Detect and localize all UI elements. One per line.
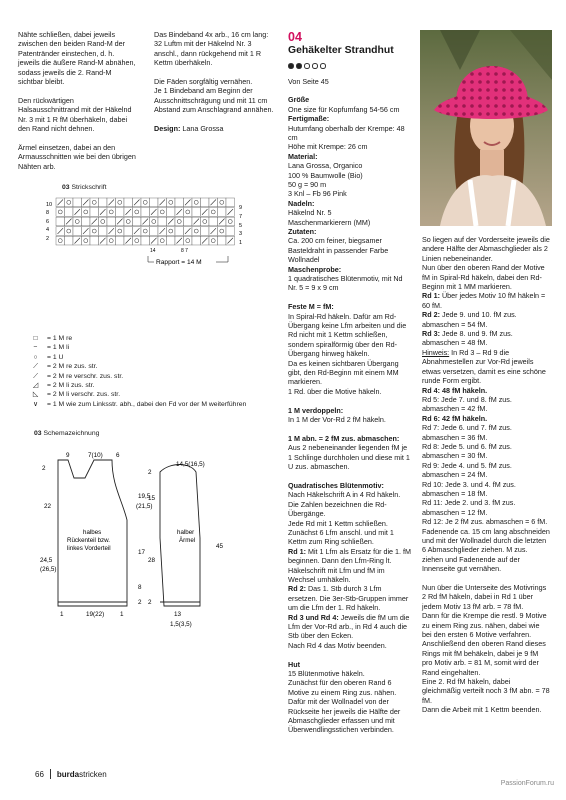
chart-cell bbox=[175, 198, 184, 207]
chart-cell bbox=[82, 236, 91, 245]
chart-cell bbox=[184, 208, 193, 217]
k2tog-tbl-icon: ⟋ bbox=[33, 372, 38, 380]
round-instruction: Rd 5: Jede 7. und 8. fM zus. abmaschen = 42 fM. bbox=[422, 394, 512, 414]
paragraph: Den rückwärtigen Halsausschnittrand mit der Häkelnd Nr. 3 mit 1 R fM überhäkeln, dabei den Rand nicht dehnen. bbox=[18, 95, 132, 134]
piece-label: linkes Vorderteil bbox=[67, 545, 111, 552]
heading: 1 M abn. = 2 fM zus. abmaschen: bbox=[288, 433, 400, 443]
chart-cell bbox=[73, 217, 82, 226]
difficulty-dot-filled bbox=[288, 63, 294, 69]
row-label: 9 bbox=[239, 205, 243, 211]
text: In 1 M der Vor-Rd 2 fM häkeln. bbox=[288, 415, 386, 425]
text: Maschenmarkierern (MM) bbox=[288, 217, 371, 227]
chart-cell bbox=[175, 227, 184, 236]
text: Wollnadel bbox=[288, 255, 320, 265]
chart-cell bbox=[150, 227, 159, 236]
chart-cell bbox=[82, 217, 91, 226]
legend-item: □ = 1 M re bbox=[30, 334, 246, 343]
measure: 2 bbox=[42, 465, 46, 472]
chart-cell bbox=[99, 217, 108, 226]
heading: Zutaten: bbox=[288, 226, 317, 236]
measure: 19,5 bbox=[138, 493, 151, 500]
chart-cell bbox=[116, 236, 125, 245]
row-label: 10 bbox=[46, 202, 53, 208]
hint: Hinweis: In Rd 3 – Rd 9 die Abnahmestellen zur Vor-Rd jeweils etwas versetzen, damit es eine schöne runde Form ergibt. bbox=[422, 347, 546, 386]
round-instruction: Rd 10: Jede 3. und 4. fM zus. abmaschen = 18 fM. bbox=[422, 479, 516, 498]
measure: 24,5 bbox=[40, 557, 53, 564]
text: Nach Häkelschrift A in 4 Rd häkeln. Die Zahlen bezeichnen die Rd-Übergänge. bbox=[288, 490, 401, 519]
chart-cell bbox=[150, 217, 159, 226]
footer-divider bbox=[50, 769, 51, 779]
measure: 22 bbox=[44, 503, 52, 510]
row-label: 4 bbox=[46, 227, 50, 233]
measure: (21,5) bbox=[136, 503, 153, 510]
chart-cell bbox=[133, 236, 142, 245]
round-instruction: Rd 6: 42 fM häkeln. bbox=[422, 413, 488, 423]
chart-cell bbox=[141, 236, 150, 245]
column-label: 8 7 bbox=[181, 248, 188, 254]
chart-cell bbox=[167, 236, 176, 245]
measure: 28 bbox=[148, 557, 156, 564]
chart-cell bbox=[107, 217, 116, 226]
text: Höhe mit Krempe: 26 cm bbox=[288, 142, 368, 152]
chart-cell bbox=[167, 227, 176, 236]
slip-stitch-icon: ∨ bbox=[33, 400, 38, 408]
heading: 1 M verdoppeln: bbox=[288, 405, 344, 415]
stitch-legend bbox=[30, 334, 246, 409]
text: 3 Knl – Fb 96 Pink bbox=[288, 189, 347, 199]
chart-cell bbox=[107, 208, 116, 217]
measure: 2 bbox=[138, 599, 142, 606]
round-instruction: Rd 8: Jede 5. und 6. fM zus. abmaschen = 30 fM. bbox=[422, 441, 512, 461]
chart-cell bbox=[65, 198, 74, 207]
text: 100 % Baumwolle (Bio) bbox=[288, 170, 363, 180]
chart-cell bbox=[56, 236, 65, 245]
heading: Hut bbox=[288, 659, 300, 669]
text: Dann die Arbeit mit 1 Kettm beenden. bbox=[422, 705, 542, 715]
pattern-number: 04 bbox=[288, 30, 302, 44]
measure: 17 bbox=[138, 549, 146, 556]
chart-cell bbox=[116, 198, 125, 207]
paragraph: Je 1 Bindeband am Beginn der Ausschnittschrägung und mit 11 cm Abstand zum Anschlagrand annähen. bbox=[154, 86, 274, 115]
text: Dann für die Krempe die restl. 9 Motive zu einem Ring zus. nähen, dabei wie bei den ersten 6 Motive verfahren. bbox=[422, 611, 547, 640]
chart-cell bbox=[133, 217, 142, 226]
chart-cell bbox=[209, 236, 218, 245]
legend-item: ⟋ = 2 M re zus. str. bbox=[30, 362, 246, 371]
heading: Material: bbox=[288, 151, 318, 161]
legend-item: ○ = 1 U bbox=[30, 353, 246, 362]
pattern-title: Gehäkelter Strandhut bbox=[288, 45, 394, 56]
chart-cell bbox=[201, 198, 210, 207]
text: Fadenende ca. 15 cm lang abschneiden und mit der Wollnadel durch die letzten 6 Abmaschglieder ziehen. M zus. ziehen und Fadenende auf der Innenseite gut vernähen. bbox=[422, 526, 550, 574]
round-instruction: Rd 3 und Rd 4: Jeweils die fM um die Lfm der Vor-Rd arb., in Rd 4 auch die Stb über den Ecken. bbox=[288, 612, 410, 641]
piece-label: halber bbox=[177, 529, 195, 536]
piece-label: Rückenteil bzw. bbox=[67, 537, 110, 544]
measure: 1,5(3,5) bbox=[170, 621, 192, 628]
column-4-text bbox=[422, 235, 550, 715]
row-label: 5 bbox=[239, 223, 243, 229]
round-instruction: Rd 2: Das 1. Stb durch 3 Lfm ersetzen. Die 3er-Stb-Gruppen immer um die Lfm der 1. Rd häkeln. bbox=[288, 584, 409, 613]
measure: 15 bbox=[148, 495, 156, 502]
legend-item: − = 1 M li bbox=[30, 343, 246, 352]
heading: Maschenprobe: bbox=[288, 264, 342, 274]
text: One size für Kopfumfang 54-56 cm bbox=[288, 104, 400, 114]
chart-cell bbox=[90, 227, 99, 236]
measure: (26,5) bbox=[40, 566, 57, 573]
measure: 8 bbox=[138, 584, 142, 591]
design-credit bbox=[154, 124, 278, 133]
round-instruction: Rd 11: Jede 2. und 3. fM zus. abmaschen = 12 fM. bbox=[422, 498, 516, 517]
k2tog-icon: ⟋ bbox=[33, 363, 38, 371]
chart-cell bbox=[209, 208, 218, 217]
text: 1 Rd. über die Motive häkeln. bbox=[288, 386, 382, 396]
measure: 7(10) bbox=[88, 452, 103, 459]
text: Lana Grossa, Organico bbox=[288, 161, 363, 171]
p2tog-icon: ◿ bbox=[32, 382, 39, 390]
text: Eine 2. Rd fM häkeln, dabei gleichmäßig verteilt noch 3 fM abn. = 78 fM. bbox=[422, 677, 550, 705]
chart-cell bbox=[201, 227, 210, 236]
text: Nun über die Unterseite des Motivrings 2 Rd fM häkeln, dabei in Rd 1 über jedem Motiv 13 fM arb. = 78 fM. bbox=[422, 583, 547, 611]
schematic-svg bbox=[30, 430, 270, 630]
chart-cell bbox=[167, 208, 176, 217]
text: Zunächst 6 Lfm anschl. und mit 1 Kettm zum Ring schließen. bbox=[288, 527, 394, 547]
heading: Fertigmaße: bbox=[288, 114, 330, 124]
text: 50 g = 90 m bbox=[288, 179, 327, 189]
knit-icon: □ bbox=[33, 335, 38, 342]
chart-cell bbox=[209, 217, 218, 226]
measure: 2 bbox=[148, 599, 152, 606]
text: In Spiral-Rd häkeln. Dafür am Rd-Übergang keine Lfm arbeiten und die Rd nicht mit 1 Kettm schließen, sondern spiralförmig über den Rd-Übergang hinweg häkeln. bbox=[288, 311, 407, 359]
column-1-text bbox=[18, 30, 136, 180]
text: Ca. 200 cm feiner, biegsamer Basteldraht in passender Farbe bbox=[288, 236, 389, 255]
chart-cell bbox=[150, 198, 159, 207]
difficulty-dot-empty bbox=[312, 63, 318, 69]
round-instruction: Rd 9: Jede 4. und 5. fM zus. abmaschen = 24 fM. bbox=[422, 460, 512, 480]
measure: 2 bbox=[148, 469, 152, 476]
design-value: Lana Grossa bbox=[182, 124, 224, 134]
schematic-number: 03 bbox=[34, 430, 42, 437]
text: 15 Blütenmotive häkeln. bbox=[288, 669, 365, 678]
chart-cell bbox=[201, 217, 210, 226]
piece-label: Ärmel bbox=[179, 537, 196, 544]
watermark: PassionForum.ru bbox=[500, 780, 554, 787]
rapport-label: Rapport = 14 M bbox=[156, 259, 202, 266]
chart-cell bbox=[141, 208, 150, 217]
row-label: 7 bbox=[239, 214, 243, 220]
piece-label: halbes bbox=[83, 529, 102, 536]
chart-cell bbox=[218, 208, 227, 217]
paragraph: Die Fäden sorgfältig vernähen. bbox=[154, 77, 253, 87]
chart-cell bbox=[73, 227, 82, 236]
chart-cell bbox=[90, 208, 99, 217]
chart-cell bbox=[65, 227, 74, 236]
round-instruction: Rd 7: Jede 6. und 7. fM zus. abmaschen = 36 fM. bbox=[422, 423, 512, 442]
chart-cell bbox=[141, 227, 150, 236]
text: Aus 2 nebeneinander liegenden fM je 1 Schlinge durchholen und diese mit 1 U zus. abmaschen. bbox=[288, 443, 410, 472]
text: Hutumfang oberhalb der Krempe: 48 cm bbox=[288, 123, 405, 142]
difficulty-dot-empty bbox=[320, 63, 326, 69]
text: So liegen auf der Vorderseite jeweils die andere Hälfte der Abmaschglieder als 2 Linien nebeneinander. bbox=[422, 235, 550, 263]
text: 1 quadratisches Blütenmotiv, mit Nd Nr. 5 = 9 x 9 cm bbox=[288, 274, 403, 293]
chart-cell bbox=[218, 198, 227, 207]
chart-cell bbox=[116, 227, 125, 236]
chart-cell bbox=[56, 208, 65, 217]
row-label: 2 bbox=[46, 236, 50, 242]
column-label: 14 bbox=[150, 248, 156, 254]
chart-cell bbox=[56, 217, 65, 226]
chart-cell bbox=[226, 227, 235, 236]
round-instruction: Rd 1: Über jedes Motiv 10 fM häkeln = 60 fM. bbox=[422, 291, 546, 310]
text: Nun über den oberen Rand der Motive fM in Spiral-Rd häkeln, dabei den Rd-Beginn mit 1 MM markieren. bbox=[422, 263, 545, 292]
chart-cell bbox=[158, 236, 167, 245]
chart-cell bbox=[82, 208, 91, 217]
chart-cell bbox=[133, 208, 142, 217]
text: Anschließend den oberen Rand dieses Rings mit fM behäkeln, dabei je 9 fM pro Motiv arb. = 81 M, somit wird der Rand eingehalten. bbox=[422, 639, 546, 677]
difficulty-dot-empty bbox=[304, 63, 310, 69]
chart-cell bbox=[65, 236, 74, 245]
round-instruction: Rd 2: Jede 9. und 10. fM zus. abmaschen = 54 fM. bbox=[422, 310, 517, 329]
chart-cell bbox=[99, 198, 108, 207]
measure: 1 bbox=[120, 611, 124, 618]
chart-cell bbox=[192, 198, 201, 207]
row-label: 3 bbox=[239, 231, 243, 237]
chart-cell bbox=[99, 227, 108, 236]
round-instruction: Rd 1: Mit 1 Lfm als Ersatz für die 1. fM beginnen. Dann den Lfm-Ring lt. Häkelschrift mit Lfm und fM im Wechsel umhäkeln. bbox=[288, 546, 412, 584]
p2tog-tbl-icon: ◺ bbox=[32, 391, 39, 399]
row-label: 8 bbox=[46, 210, 50, 216]
page-reference: Von Seite 45 bbox=[288, 76, 329, 86]
chart-cell bbox=[175, 217, 184, 226]
brand: burdastricken bbox=[56, 769, 107, 779]
text: Zunächst für den oberen Rand 6 Motive zu einem Ring zus. nähen. Dafür mit der Wollnadel von der Rückseite her jeweils die Hälfte der Abmaschglieder erfassen und mit Überwendlingsstichen verbinden. bbox=[288, 678, 401, 735]
text: Jede Rd mit 1 Kettm schließen. bbox=[288, 518, 388, 528]
design-label: Design: bbox=[154, 124, 181, 134]
column-2-text bbox=[154, 30, 278, 143]
text: Nach Rd 4 das Motiv beenden. bbox=[288, 640, 387, 650]
stitch-chart-grid bbox=[38, 184, 278, 270]
chart-cell bbox=[124, 198, 133, 207]
paragraph: Nähte schließen, dabei jeweils zwischen den beiden Rand-M der Patentränder einstechen, d. h. jeweils die äußere Rand-M abnähen, sodass jeweils die 2. Rand-M sichtbar bleibt. bbox=[18, 30, 136, 87]
chart-cell bbox=[90, 236, 99, 245]
measure: 45 bbox=[216, 543, 224, 550]
paragraph: Ärmel einsetzen, dabei an den Armausschnitten wie bei den übrigen Nähten arb. bbox=[18, 142, 136, 171]
legend-item: ∨ = 1 M wie zum Linksstr. abh., dabei den Fd vor der M weiterführen bbox=[30, 400, 246, 409]
chart-cell bbox=[192, 208, 201, 217]
measure: 19(22) bbox=[86, 611, 105, 618]
chart-cell bbox=[218, 227, 227, 236]
measure: 9 bbox=[66, 452, 70, 459]
heading: Nadeln: bbox=[288, 198, 315, 208]
chart-cell bbox=[107, 236, 116, 245]
measure: 6 bbox=[116, 452, 120, 459]
hat-photo-image bbox=[420, 30, 552, 226]
chart-cell bbox=[192, 236, 201, 245]
page-footer bbox=[35, 769, 107, 779]
chart-cell bbox=[116, 208, 125, 217]
text: Da es keinen sichtbaren Übergang gibt, den Rd-Beginn mit einem MM markieren. bbox=[288, 358, 399, 387]
pattern-column bbox=[288, 30, 412, 735]
chart-cell bbox=[90, 198, 99, 207]
chart-number: 03 bbox=[62, 184, 70, 191]
paragraph: Das Bindeband 4x arb., 16 cm lang: 32 Luftm mit der Häkelnd Nr. 3 anschl., dann rückgehend mit 1 R Kettm überhäkeln. bbox=[154, 30, 269, 68]
chart-cell bbox=[158, 217, 167, 226]
round-instruction: Rd 3: Jede 8. und 9. fM zus. abmaschen = 48 fM. bbox=[422, 329, 513, 348]
stitch-chart bbox=[38, 184, 278, 270]
chart-cell bbox=[226, 198, 235, 207]
heading: Größe bbox=[288, 95, 310, 105]
legend-item: ⟋ = 2 M re verschr. zus. str. bbox=[30, 372, 246, 381]
chart-cell bbox=[226, 217, 235, 226]
heading: Feste M = fM: bbox=[288, 302, 334, 312]
measure: 1 bbox=[60, 611, 64, 618]
measure: 14,5(16,5) bbox=[176, 461, 205, 468]
row-label: 6 bbox=[46, 219, 50, 225]
chart-title: Strickschrift bbox=[71, 184, 107, 191]
chart-cell bbox=[124, 217, 133, 226]
chart-cell bbox=[218, 236, 227, 245]
chart-cell bbox=[65, 208, 74, 217]
round-instruction: Rd 4: 48 fM häkeln. bbox=[422, 385, 488, 395]
schematic-drawing bbox=[30, 430, 270, 630]
chart-cell bbox=[167, 198, 176, 207]
chart-cell bbox=[192, 227, 201, 236]
chart-cell bbox=[158, 208, 167, 217]
legend-item: ◿ = 2 M li zus. str. bbox=[30, 381, 246, 390]
chart-cell bbox=[184, 217, 193, 226]
heading: Quadratisches Blütenmotiv: bbox=[288, 480, 384, 490]
chart-cell bbox=[124, 227, 133, 236]
schematic-title: Schemazeichnung bbox=[43, 430, 100, 437]
page-number: 66 bbox=[35, 769, 44, 779]
legend-item: ◺ = 2 M li verschr. zus. str. bbox=[30, 390, 246, 399]
chart-cell bbox=[184, 236, 193, 245]
measure: 13 bbox=[174, 611, 182, 618]
round-instruction: Rd 12: Je 2 fM zus. abmaschen = 6 fM. bbox=[422, 517, 548, 527]
hat-photo bbox=[420, 30, 552, 226]
difficulty-rating bbox=[288, 63, 412, 69]
yarn-over-icon: ○ bbox=[33, 353, 38, 361]
chart-cell bbox=[141, 198, 150, 207]
difficulty-dot-filled bbox=[296, 63, 302, 69]
purl-icon: − bbox=[33, 344, 38, 352]
row-label: 1 bbox=[239, 240, 243, 246]
text: Häkelnd Nr. 5 bbox=[288, 208, 332, 218]
chart-cell bbox=[73, 198, 82, 207]
